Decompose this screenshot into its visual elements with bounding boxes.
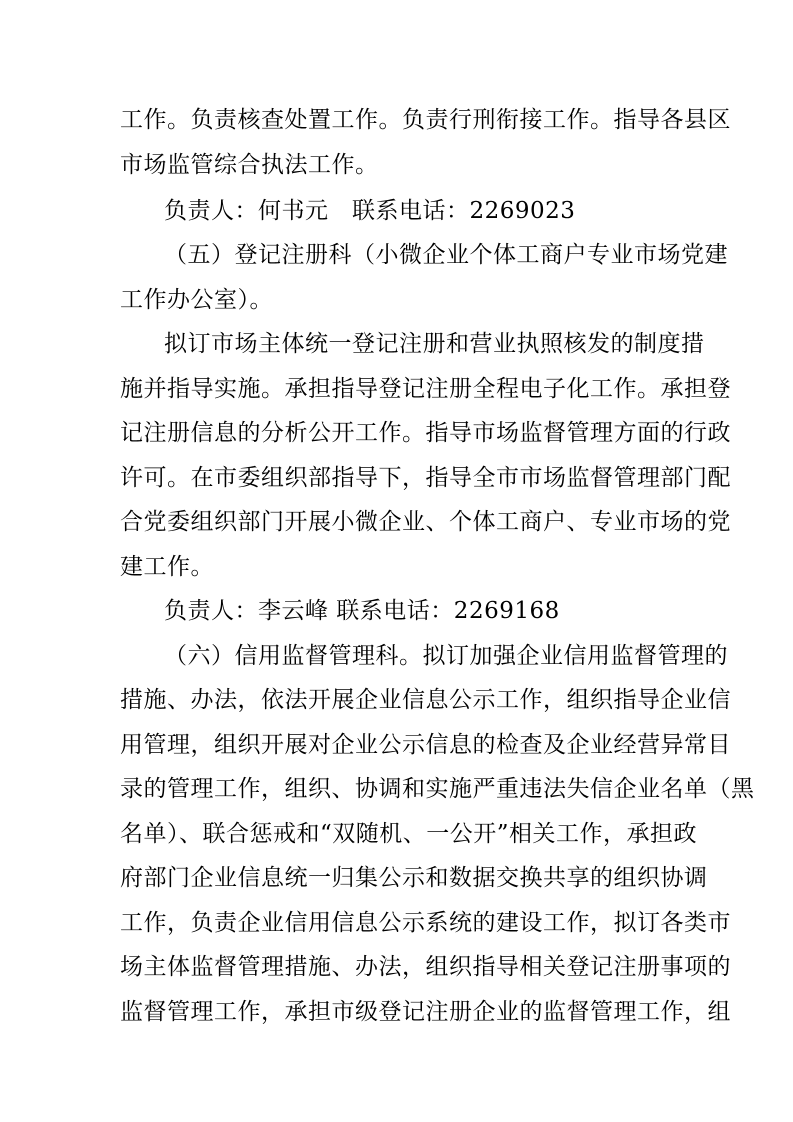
paragraph-line-2: 市场监管综合执法工作。 (120, 152, 379, 178)
contact-line-2: 负责人：李云峰 联系电话：2269168 (164, 598, 560, 624)
section-heading-5: （五）登记注册科（小微企业个体工商户专业市场党建 (164, 242, 728, 268)
section-heading-5-cont: 工作办公室）。 (120, 287, 273, 313)
paragraph-line-10: 合党委组织部门开展小微企业、个体工商户、专业市场的党 (120, 509, 731, 535)
paragraph-line-15: 用管理，组织开展对企业公示信息的检查及企业经营异常目 (120, 732, 731, 758)
paragraph-line-11: 建工作。 (120, 554, 214, 580)
paragraph-line-18: 府部门企业信息统一归集公示和数据交换共享的组织协调 (120, 865, 708, 891)
paragraph-line-9: 许可。在市委组织部指导下，指导全市市场监督管理部门配 (120, 465, 731, 491)
paragraph-line-6: 拟订市场主体统一登记注册和营业执照核发的制度措 (164, 331, 705, 357)
paragraph-line-21: 监督管理工作，承担市级登记注册企业的监督管理工作，组 (120, 999, 731, 1025)
paragraph-line-16: 录的管理工作，组织、协调和实施严重违法失信企业名单（黑 (120, 776, 755, 802)
paragraph-line-17: 名单）、联合惩戒和“双随机、一公开”相关工作，承担政 (120, 821, 698, 847)
paragraph-line-19: 工作，负责企业信用信息公示系统的建设工作，拟订各类市 (120, 910, 731, 936)
paragraph-line-7: 施并指导实施。承担指导登记注册全程电子化工作。承担登 (120, 376, 731, 402)
paragraph-line-1: 工作。负责核查处置工作。负责行刑衔接工作。指导各县区 (120, 107, 731, 133)
paragraph-line-8: 记注册信息的分析公开工作。指导市场监督管理方面的行政 (120, 420, 731, 446)
paragraph-line-20: 场主体监督管理措施、办法，组织指导相关登记注册事项的 (120, 954, 731, 980)
contact-line-1: 负责人：何书元 联系电话：2269023 (164, 198, 576, 224)
paragraph-line-14: 措施、办法，依法开展企业信息公示工作，组织指导企业信 (120, 687, 731, 713)
section-heading-6: （六）信用监督管理科。拟订加强企业信用监督管理的 (164, 643, 728, 669)
